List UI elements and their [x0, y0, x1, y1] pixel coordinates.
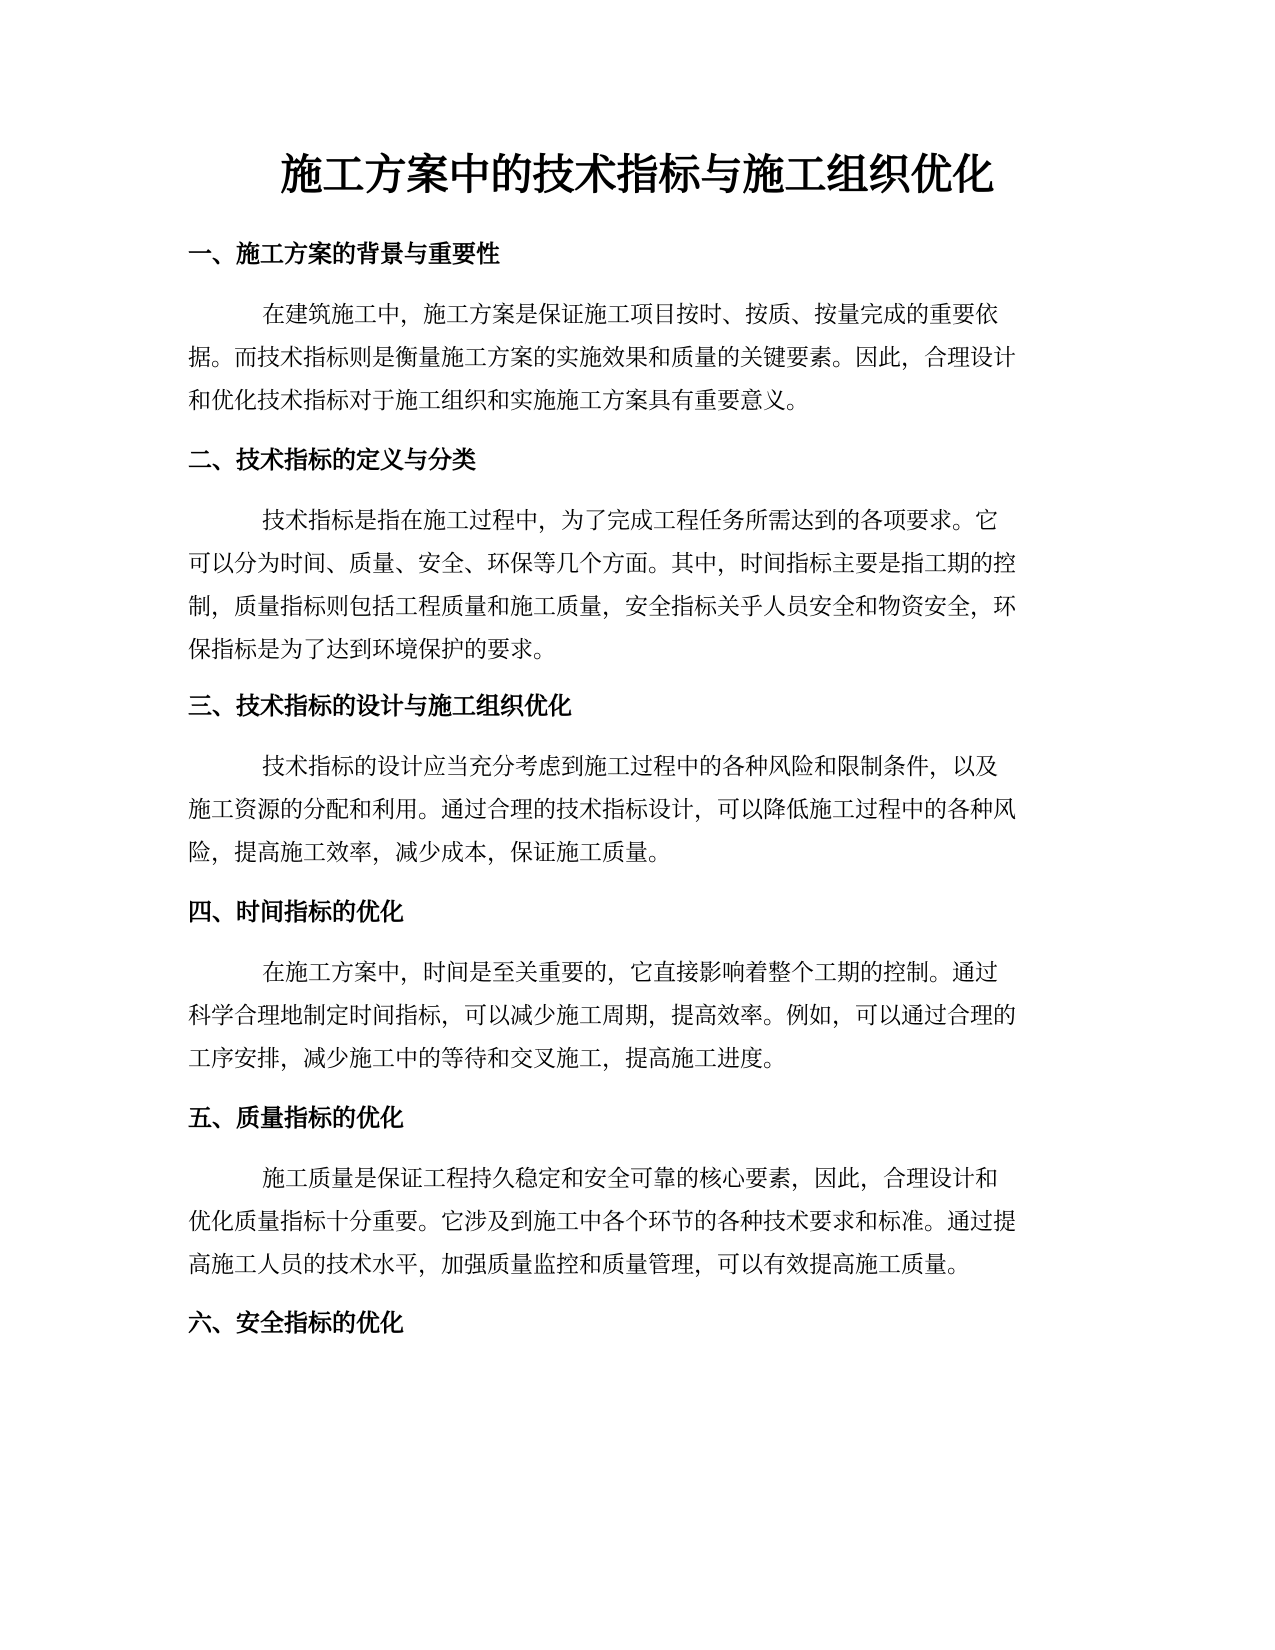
paragraph-line: 科学合理地制定时间指标，可以减少施工周期，提高效率。例如，可以通过合理的	[188, 1003, 1016, 1029]
paragraph-line: 施工资源的分配和利用。通过合理的技术指标设计，可以降低施工过程中的各种风	[188, 797, 1016, 823]
paragraph-line: 在施工方案中，时间是至关重要的，它直接影响着整个工期的控制。通过	[262, 960, 998, 986]
paragraph-line: 技术指标是指在施工过程中，为了完成工程任务所需达到的各项要求。它	[262, 508, 998, 534]
document-title: 施工方案中的技术指标与施工组织优化	[280, 150, 995, 199]
paragraph-line: 据。而技术指标则是衡量施工方案的实施效果和质量的关键要素。因此，合理设计	[188, 345, 1016, 371]
section-heading-3: 三、技术指标的设计与施工组织优化	[188, 692, 572, 720]
section-heading-2: 二、技术指标的定义与分类	[188, 446, 476, 474]
paragraph-line: 制，质量指标则包括工程质量和施工质量，安全指标关乎人员安全和物资安全，环	[188, 594, 1016, 620]
paragraph-line: 施工质量是保证工程持久稳定和安全可靠的核心要素，因此，合理设计和	[262, 1166, 998, 1192]
paragraph-line: 和优化技术指标对于施工组织和实施施工方案具有重要意义。	[188, 388, 809, 414]
paragraph-line: 优化质量指标十分重要。它涉及到施工中各个环节的各种技术要求和标准。通过提	[188, 1209, 1016, 1235]
section-paragraph-2	[188, 500, 1088, 672]
section-paragraph-3	[188, 746, 1088, 875]
section-paragraph-5	[188, 1158, 1088, 1287]
paragraph-line: 保指标是为了达到环境保护的要求。	[188, 637, 556, 663]
paragraph-line: 工序安排，减少施工中的等待和交叉施工，提高施工进度。	[188, 1046, 786, 1072]
paragraph-line: 险，提高施工效率，减少成本，保证施工质量。	[188, 840, 671, 866]
section-heading-6: 六、安全指标的优化	[188, 1309, 404, 1337]
section-heading-4: 四、时间指标的优化	[188, 898, 404, 926]
section-paragraph-1	[188, 294, 1088, 423]
section-heading-5: 五、质量指标的优化	[188, 1104, 404, 1132]
paragraph-line: 技术指标的设计应当充分考虑到施工过程中的各种风险和限制条件，以及	[262, 754, 998, 780]
paragraph-line: 可以分为时间、质量、安全、环保等几个方面。其中，时间指标主要是指工期的控	[188, 551, 1016, 577]
paragraph-line: 高施工人员的技术水平，加强质量监控和质量管理，可以有效提高施工质量。	[188, 1252, 970, 1278]
paragraph-line: 在建筑施工中，施工方案是保证施工项目按时、按质、按量完成的重要依	[262, 302, 998, 328]
section-heading-1: 一、施工方案的背景与重要性	[188, 240, 500, 268]
section-paragraph-4	[188, 952, 1088, 1081]
